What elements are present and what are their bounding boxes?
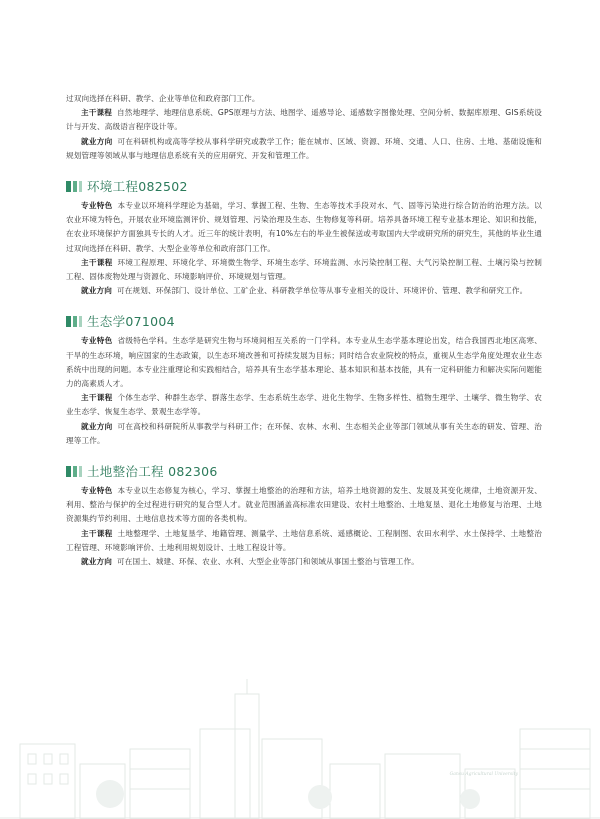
courses-text: 自然地理学、地理信息系统、GPS原理与方法、地图学、遥感导论、遥感数字图像处理、空间分析、数据库原理、GIS系统设计与开发、高级语言程序设计等。 (66, 108, 542, 132)
courses-label: 主干课程 (81, 528, 113, 538)
section-heading (66, 177, 542, 195)
intro-line: 过双向选择在科研、教学、企业等单位和政府部门工作。 (66, 94, 260, 103)
career-label: 就业方向 (81, 421, 113, 431)
footer-watermark: Gansu Agricultural University (449, 772, 518, 777)
heading-bar-icon (66, 466, 71, 477)
career-text: 可在高校和科研院所从事教学与科研工作；在环保、农林、水利、生态相关企业等部门领域从事有关生态的研发、管理、治理等工作。 (66, 421, 543, 445)
courses-paragraph (66, 527, 542, 555)
section-title: 土地整治工程 082306 (87, 464, 218, 480)
career-label: 就业方向 (81, 557, 112, 567)
campus-skyline-illustration (0, 669, 600, 819)
heading-bar-icon (79, 466, 82, 477)
career-text: 可在国土、城建、环保、农业、水利、大型企业等部门和领域从事国土整治与管理工作。 (116, 557, 419, 567)
content (66, 92, 542, 569)
courses-text: 个体生态学、种群生态学、群落生态学、生态系统生态学、进化生物学、生物多样性、植物生理学、土壤学、微生物学、农业生态学、恢复生态学、景观生态学等。 (66, 393, 543, 417)
section-heading (66, 462, 542, 480)
courses-paragraph (66, 256, 542, 284)
career-paragraph (66, 420, 542, 448)
section-environmental-engineering (66, 177, 542, 298)
heading-bar-icon (73, 466, 77, 477)
feature-paragraph (66, 484, 542, 527)
intro-courses (66, 106, 542, 134)
feature-text: 本专业以生态修复为核心，学习、掌握土地整治的治理和方法，培养土地资源的发生、发展及其变化规律，土地资源开发、利用、整治与保护的全过程进行研究的复合型人才。就业范围涵盖高标准农田建设、农村土地整治、土地复垦、退化土地修复与治理、土地资源集约节约利用、土地信息技术等方面的各类机构。 (66, 486, 543, 524)
feature-text: 省级特色学科。生态学是研究生物与环境间相互关系的一门学科。本专业从生态学基本理论出发，结合我国西北地区高寒、干旱的生态环境，响应国家的生态政策，以生态环境改善和可持续发展为目标；同时结合农业院校的特点，重视从生态学角度处理农业生态系统中出现的问题。本专业注重理论和实践相结合，培养具有生态学基本理论、基本知识和基本技能，具有一定科研能力和解决实际问题能力的高素质人才。 (66, 336, 543, 389)
heading-bar-icon (79, 316, 82, 327)
courses-label: 主干课程 (81, 108, 113, 118)
heading-bar-icon (73, 181, 77, 192)
intro-career (66, 135, 542, 163)
feature-paragraph (66, 334, 542, 391)
career-paragraph (66, 284, 542, 298)
heading-bar-icon (66, 181, 71, 192)
feature-text: 本专业以环境科学理论为基础，学习、掌握工程、生物、生态等技术手段对水、气、固等污染进行综合防治的治理方法。以农业环境为特色，开展农业环境监测评价、规划管理、污染治理及生态、生物修复等科研。培养具备环境工程专业基本理论、知识和技能，在农业环境保护方面独具专长的人才。近三年的统计表明，有10%左右的毕业生被保送或考取国内大学或研究所的研究生，其他的毕业生通过双向选择在科研、教学、大型企业等单位和政府部门工作。 (66, 201, 543, 253)
courses-text: 土地整理学、土地复垦学、地籍管理、测量学、土地信息系统、遥感概论、工程制图、农田水利学、水土保持学、土地整治工程管理、环境影响评价、土地利用规划设计、土地工程设计等。 (66, 528, 543, 552)
career-text: 可在规划、环保部门、设计单位、工矿企业、科研教学单位等从事专业相关的设计、环境评价、管理、教学和研究工作。 (116, 286, 528, 296)
heading-bar-icon (66, 316, 71, 327)
courses-label: 主干课程 (81, 257, 113, 267)
section-land-consolidation (66, 462, 542, 569)
courses-label: 主干课程 (81, 393, 113, 403)
courses-paragraph (66, 391, 542, 419)
feature-label: 专业特色 (81, 336, 113, 346)
career-label: 就业方向 (81, 136, 113, 146)
career-label: 就业方向 (81, 286, 112, 296)
feature-label: 专业特色 (81, 201, 113, 211)
courses-text: 环境工程原理、环境化学、环境微生物学、环境生态学、环境监测、水污染控制工程、大气污染控制工程、土壤污染与控制工程、固体废物处理与资源化、环境影响评价、环境规划与管理。 (66, 257, 543, 282)
feature-paragraph (66, 199, 542, 256)
feature-label: 专业特色 (81, 486, 113, 496)
section-heading (66, 312, 542, 330)
section-title: 生态学071004 (87, 314, 175, 330)
section-title: 环境工程082502 (87, 179, 188, 195)
heading-bar-icon (73, 316, 77, 327)
career-text: 可在科研机构或高等学校从事科学研究或教学工作；能在城市、区域、资源、环境、交通、人口、住房、土地、基础设施和规划管理等领域从事与地理信息系统有关的应用研究、开发和管理工作。 (66, 136, 543, 160)
intro-block (66, 92, 542, 163)
section-ecology (66, 312, 542, 448)
heading-bar-icon (79, 181, 82, 192)
career-paragraph (66, 555, 542, 569)
